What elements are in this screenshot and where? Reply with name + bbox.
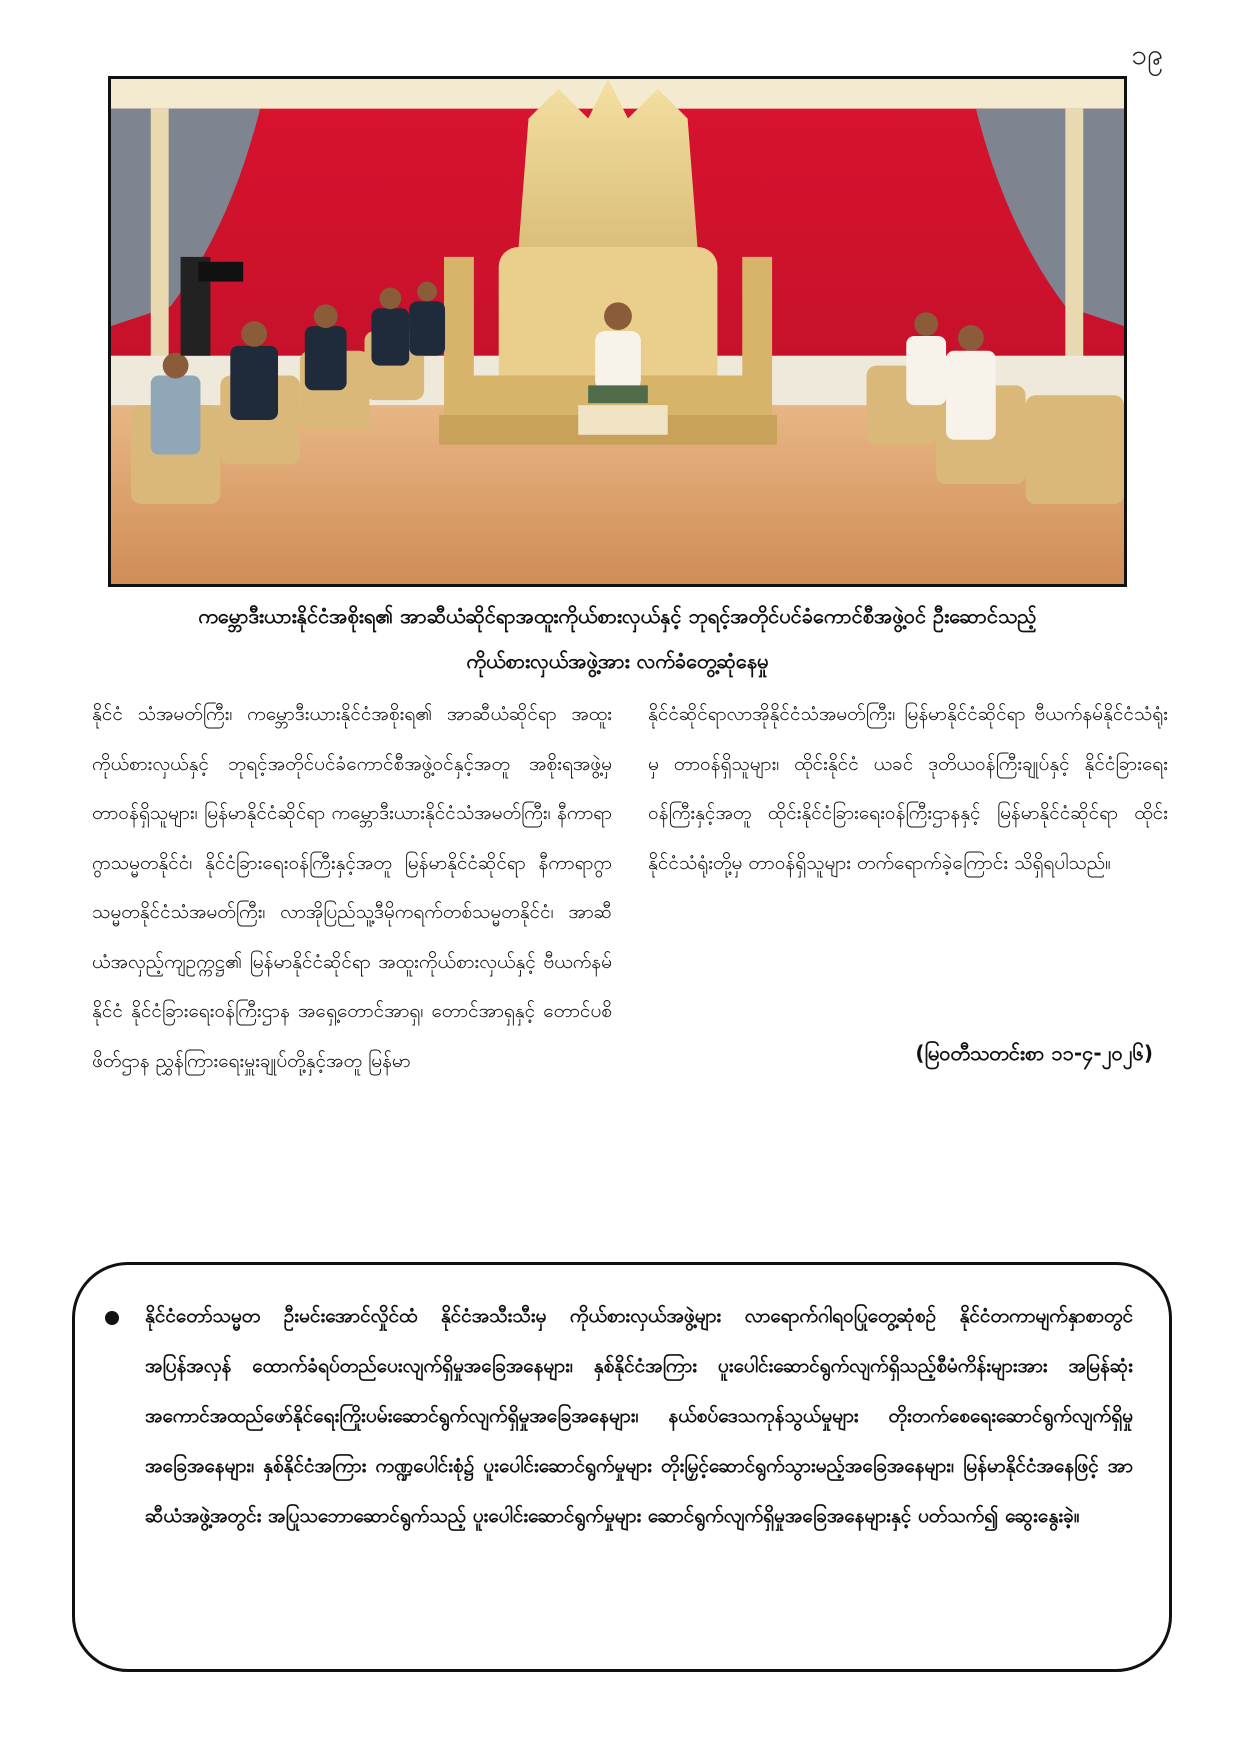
caption-line-1: ကမ္ဘောဒီးယားနိုင်ငံအစိုးရ၏ အာဆီယံဆိုင်ရာအထူးကိုယ်စားလှယ်နှင့် ဘုရင့်အတိုင်ပင်ခံကောင်စီအဖွဲ့ဝင် ဦးဆောင်သည့် — [198, 604, 1037, 628]
page-number: ၁၉ — [1131, 38, 1163, 71]
bullet-icon — [105, 1311, 119, 1325]
caption-line-2: ကိုယ်စားလှယ်အဖွဲ့အား လက်ခံတွေ့ဆုံနေမှု — [466, 649, 769, 673]
summary-callout-text: နိုင်ငံတော်သမ္မတ ဦးမင်းအောင်လှိုင်ထံ နိုင်ငံအသီးသီးမှ ကိုယ်စားလှယ်အဖွဲ့များ လာရောက်ဂါရဝပြုတွေ့ဆုံစဉ် နိုင်ငံတကာမျက်နှာစာတွင် အပြန်အလှန် ထောက်ခံရပ်တည်ပေးလျက်ရှိမှုအခြေအနေများ၊ နှစ်နိုင်ငံအကြား ပူးပေါင်းဆောင်ရွက်လျက်ရှိသည့်စီမံကိန်းများအား အမြန်ဆုံးအကောင်အထည်ဖော်နိုင်ရေးကြိုးပမ်းဆောင်ရွက်လျက်ရှိမှုအခြေအနေများ၊ နယ်စပ်ဒေသကုန်သွယ်မှုများ တိုးတက်စေရေးဆောင်ရွက်လျက်ရှိမှုအခြေအနေများ၊ နှစ်နိုင်ငံအကြား ကဏ္ဍပေါင်းစုံ၌ ပူးပေါင်းဆောင်ရွက်မှုများ တိုးမြှင့်ဆောင်ရွက်သွားမည့်အခြေအနေများ၊ မြန်မာနိုင်ငံအနေဖြင့် အာဆီယံအဖွဲ့အတွင်း အပြုသဘောဆောင်ရွက်သည့် ပူးပေါင်းဆောင်ရွက်မှုများ ဆောင်ရွက်လျက်ရှိမှုအခြေအနေများနှင့် ပတ်သက်၍ ဆွေးနွေးခဲ့။ — [145, 1305, 1133, 1527]
photo-caption — [108, 594, 1127, 684]
summary-callout-box — [72, 1262, 1172, 1672]
article-right-column: နိုင်ငံဆိုင်ရာလာအိုနိုင်ငံသံအမတ်ကြီး၊ မြန်မာနိုင်ငံဆိုင်ရာ ဗီယက်နမ်နိုင်ငံသံရုံးမှ တာဝန်ရှိသူများ၊ ထိုင်းနိုင်ငံ ယခင် ဒုတိယဝန်ကြီးချုပ်နှင့် နိုင်ငံခြားရေးဝန်ကြီးနှင့်အတူ ထိုင်းနိုင်ငံခြားရေးဝန်ကြီးဌာနနှင့် မြန်မာနိုင်ငံဆိုင်ရာ ထိုင်းနိုင်ငံသံရုံးတို့မှ တာဝန်ရှိသူများ တက်ရောက်ခဲ့ကြောင်း သိရှိရပါသည်။ — [648, 703, 1168, 874]
article-left-column: နိုင်ငံ သံအမတ်ကြီး၊ ကမ္ဘောဒီးယားနိုင်ငံအစိုးရ၏ အာဆီယံဆိုင်ရာ အထူးကိုယ်စားလှယ်နှင့် ဘုရင့်အတိုင်ပင်ခံကောင်စီအဖွဲ့ဝင်နှင့်အတူ အစိုးရအဖွဲ့မှ တာဝန်ရှိသူများ၊ မြန်မာနိုင်ငံဆိုင်ရာ ကမ္ဘောဒီးယားနိုင်ငံသံအမတ်ကြီး၊ နီကာရာဂွာသမ္မတနိုင်ငံ၊ နိုင်ငံခြားရေးဝန်ကြီးနှင့်အတူ မြန်မာနိုင်ငံဆိုင်ရာ နီကာရာဂွာသမ္မတနိုင်ငံသံအမတ်ကြီး၊ လာအိုပြည်သူ့ဒီမိုကရက်တစ်သမ္မတနိုင်ငံ၊ အာဆီယံအလှည့်ကျဥက္ကဋ္ဌ၏ မြန်မာနိုင်ငံဆိုင်ရာ အထူးကိုယ်စားလှယ်နှင့် ဗီယက်နမ်နိုင်ငံ နိုင်ငံခြားရေးဝန်ကြီးဌာန အရှေ့တောင်အာရှ၊ တောင်အာရှနှင့် တောင်ပစိဖိတ်ဌာန ညွှန်ကြားရေးမှူးချုပ်တို့နှင့်အတူ မြန်မာ — [92, 703, 612, 1072]
meeting-photo-icon — [111, 79, 1124, 584]
meeting-photo — [108, 76, 1127, 587]
article-source: (မြဝတီသတင်းစာ ၁၁-၄-၂၀၂၆) — [915, 1041, 1153, 1065]
